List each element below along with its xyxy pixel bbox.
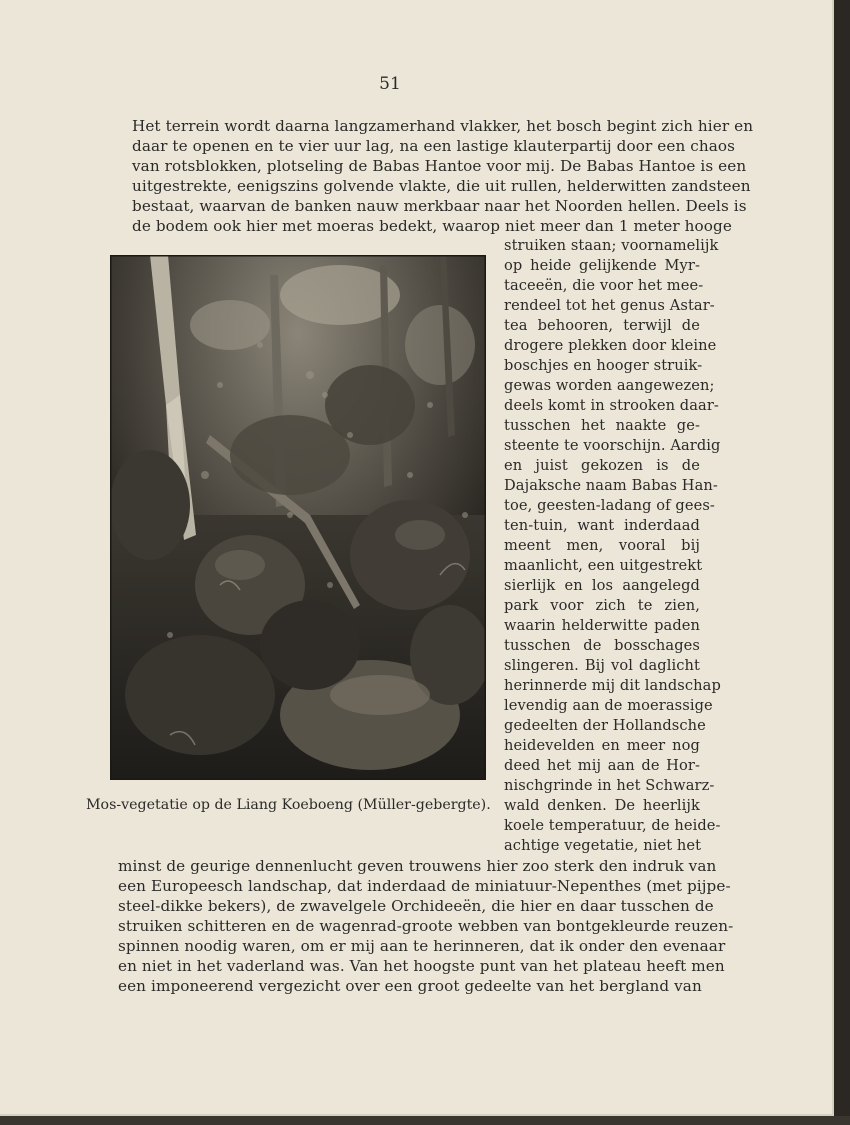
text-line: taceeën, die voor het mee- <box>504 277 704 294</box>
text-line: gewas worden aangewezen; <box>504 377 715 394</box>
text-line: bestaat, waarvan de banken nauw merkbaar naar het Noorden hellen. Deels is <box>132 197 747 215</box>
text-line: tusschen de bosschages <box>504 637 700 654</box>
text-line: struiken staan; voornamelijk <box>504 237 719 254</box>
moss-vegetation-photo <box>110 255 486 780</box>
text-line: op heide gelijkende Myr- <box>504 257 700 274</box>
text-line: minst de geurige dennenlucht geven trouwens hier zoo sterk den indruk van <box>118 857 717 875</box>
text-line: maanlicht, een uitgestrekt <box>504 557 703 574</box>
text-line: levendig aan de moerassige <box>504 697 713 714</box>
page-bottom-shadow <box>0 1116 850 1125</box>
text-line: tea behooren, terwijl de <box>504 317 700 334</box>
text-line: slingeren. Bij vol daglicht <box>504 657 700 674</box>
text-line: toe, geesten-ladang of gees- <box>504 497 715 514</box>
text-line: drogere plekken door kleine <box>504 337 717 354</box>
text-line: gedeelten der Hollandsche <box>504 717 706 734</box>
text-line: herinnerde mij dit landschap <box>504 677 721 694</box>
figure-caption: Mos-vegetatie op de Liang Koeboeng (Müller-gebergte). <box>86 797 491 813</box>
text-line: boschjes en hooger struik- <box>504 357 703 374</box>
text-line: Dajaksche naam Babas Han- <box>504 477 718 494</box>
text-line: tusschen het naakte ge- <box>504 417 700 434</box>
text-line: spinnen noodig waren, om er mij aan te herinneren, dat ik onder den evenaar <box>118 937 726 955</box>
text-line: sierlijk en los aangelegd <box>504 577 700 594</box>
page-number: 51 <box>379 74 401 94</box>
text-line: een Europeesch landschap, dat inderdaad de miniatuur-Nepenthes (met pijpe- <box>118 877 731 895</box>
text-line: nischgrinde in het Schwarz- <box>504 777 715 794</box>
text-line: Het terrein wordt daarna langzamerhand vlakker, het bosch begint zich hier en <box>132 117 754 135</box>
text-line: deed het mij aan de Hor- <box>504 757 700 774</box>
text-line: en juist gekozen is de <box>504 457 700 474</box>
text-line: daar te openen en te vier uur lag, na een lastige klauterpartij door een chaos <box>132 137 736 155</box>
text-line: waarin helderwitte paden <box>504 617 700 634</box>
text-line: koele temperatuur, de heide- <box>504 817 721 834</box>
text-line: ten-tuin, want inderdaad <box>504 517 700 534</box>
text-line: steel-dikke bekers), de zwavelgele Orchideeën, die hier en daar tusschen de <box>118 897 714 915</box>
text-line: van rotsblokken, plotseling de Babas Hantoe voor mij. De Babas Hantoe is een <box>132 157 747 175</box>
text-line: meent men, vooral bij <box>504 537 700 554</box>
text-line: struiken schitteren en de wagenrad-groote webben van bontgekleurde reuzen- <box>118 917 734 935</box>
text-line: een imponeerend vergezicht over een groot gedeelte van het bergland van <box>118 977 702 995</box>
text-line: rendeel tot het genus Astar- <box>504 297 715 314</box>
text-line: de bodem ook hier met moeras bedekt, waarop niet meer dan 1 meter hooge <box>132 217 732 235</box>
text-line: deels komt in strooken daar- <box>504 397 719 414</box>
text-line: park voor zich te zien, <box>504 597 700 614</box>
text-line: heidevelden en meer nog <box>504 737 700 754</box>
text-line: achtige vegetatie, niet het <box>504 837 702 854</box>
page-edge-shadow <box>834 0 850 1125</box>
text-line: wald denken. De heerlijk <box>504 797 700 814</box>
text-line: steente te voorschijn. Aardig <box>504 437 721 454</box>
text-line: uitgestrekte, eenigszins golvende vlakte, die uit rullen, helderwitten zandsteen <box>132 177 751 195</box>
text-line: en niet in het vaderland was. Van het hoogste punt van het plateau heeft men <box>118 957 725 975</box>
